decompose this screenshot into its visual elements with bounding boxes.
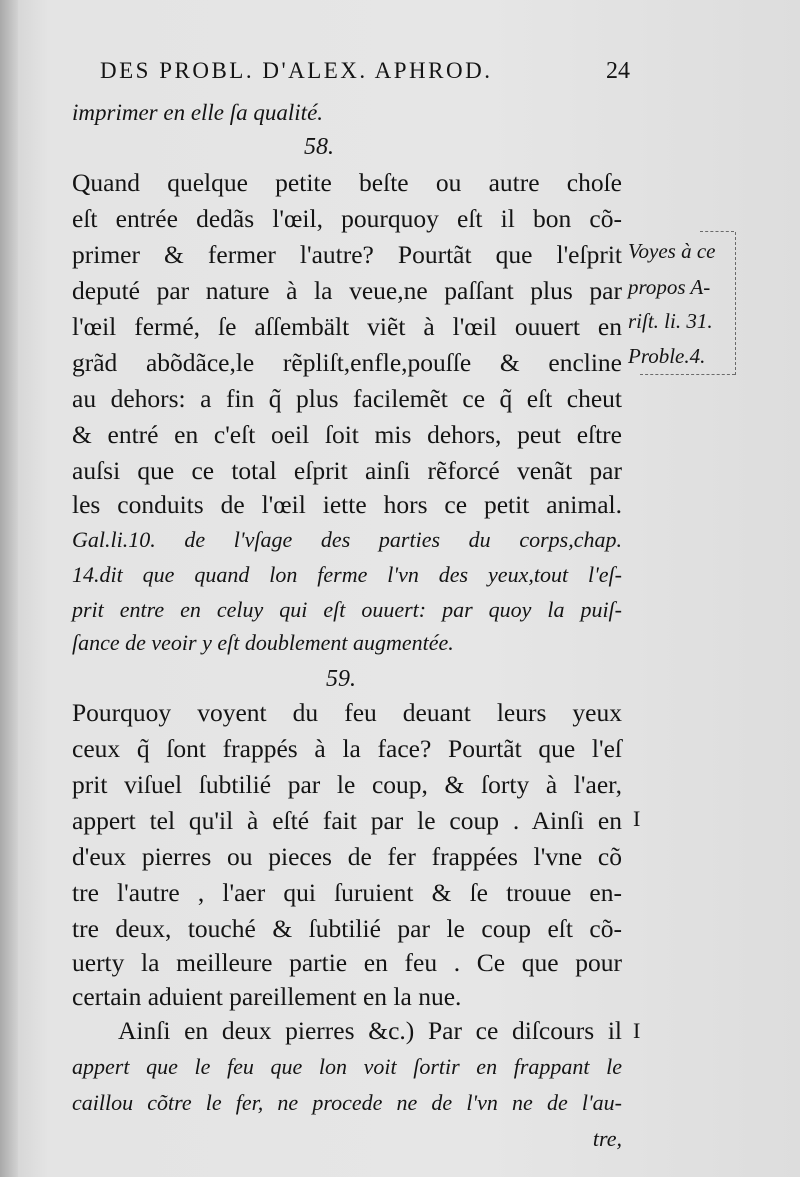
margin-note-line: Voyes à ce bbox=[628, 239, 716, 263]
gloss-line: Gal.li.10. de l'vſage des parties du corps,chap. bbox=[72, 527, 622, 552]
text-line: prit viſuel ſubtilié par le coup, & ſorty à l'aer, bbox=[72, 770, 622, 799]
reference-mark: I bbox=[633, 1018, 641, 1043]
running-header bbox=[100, 58, 630, 85]
margin-note-line: propos A- bbox=[628, 275, 711, 299]
gloss-line: caillou cõtre le fer, ne procede ne de l'vn ne de l'au- bbox=[72, 1090, 622, 1115]
text-line: ceux q̃ ſont frappés à la face? Pourtãt que l'eſ bbox=[72, 734, 622, 763]
text-line: grãd abõdãce,le rẽpliſt,enfle,pouſſe & encline bbox=[72, 348, 622, 377]
section-number: 58. bbox=[304, 134, 334, 160]
gloss-line: ſance de veoir y eſt doublement augmentée. bbox=[72, 630, 454, 655]
gloss-line: prit entre en celuy qui eſt ouuert: par quoy la puiſ- bbox=[72, 597, 622, 622]
page-gutter-shadow bbox=[0, 0, 18, 1177]
gloss-line: 14.dit que quand lon ferme l'vn des yeux,tout l'eſ- bbox=[72, 562, 622, 587]
text-line: auſsi que ce total eſprit ainſi rẽforcé venãt par bbox=[72, 456, 622, 485]
reference-mark: I bbox=[633, 806, 641, 831]
header-title: DES PROBL. D'ALEX. APHROD. bbox=[100, 58, 493, 83]
section-number: 59. bbox=[326, 666, 356, 692]
text-line: Ainſi en deux pierres &c.) Par ce diſcours il bbox=[118, 1016, 622, 1045]
gloss-line: appert que le feu que lon voit ſortir en frappant le bbox=[72, 1054, 622, 1079]
text-line: deputé par nature à la veue,ne paſſant plus par bbox=[72, 276, 622, 305]
margin-note-line: Proble.4. bbox=[628, 344, 706, 368]
text-line: au dehors: a fin q̃ plus facilemẽt ce q̃ eſt cheut bbox=[72, 384, 622, 413]
text-line: les conduits de l'œil iette hors ce petit animal. bbox=[72, 490, 622, 519]
text-line: imprimer en elle ſa qualité. bbox=[72, 100, 324, 125]
text-line: appert tel qu'il à eſté fait par le coup . Ainſi en bbox=[72, 806, 622, 835]
text-line: tre l'autre , l'aer qui ſuruient & ſe trouue en- bbox=[72, 878, 622, 907]
page-number: 24 bbox=[606, 58, 630, 84]
text-line: eſt entrée dedãs l'œil, pourquoy eſt il bon cõ- bbox=[72, 204, 622, 233]
text-line: tre deux, touché & ſubtilié par le coup eſt cõ- bbox=[72, 914, 622, 943]
text-line: l'œil fermé, ſe aſſembält viẽt à l'œil ouuert en bbox=[72, 312, 622, 341]
catchword: tre, bbox=[592, 1126, 622, 1151]
text-line: d'eux pierres ou pieces de fer frappées l'vne cõ bbox=[72, 842, 622, 871]
text-line: certain aduient pareillement en la nue. bbox=[72, 982, 462, 1011]
text-line: Quand quelque petite beſte ou autre choſe bbox=[72, 168, 622, 197]
text-line: & entré en c'eſt oeil ſoit mis dehors, peut eſtre bbox=[72, 420, 622, 449]
text-line: Pourquoy voyent du feu deuant leurs yeux bbox=[72, 698, 622, 727]
margin-note-line: riſt. li. 31. bbox=[628, 309, 713, 333]
text-line: uerty la meilleure partie en feu . Ce que pour bbox=[72, 948, 622, 977]
text-line: primer & fermer l'autre? Pourtãt que l'eſprit bbox=[72, 240, 622, 269]
